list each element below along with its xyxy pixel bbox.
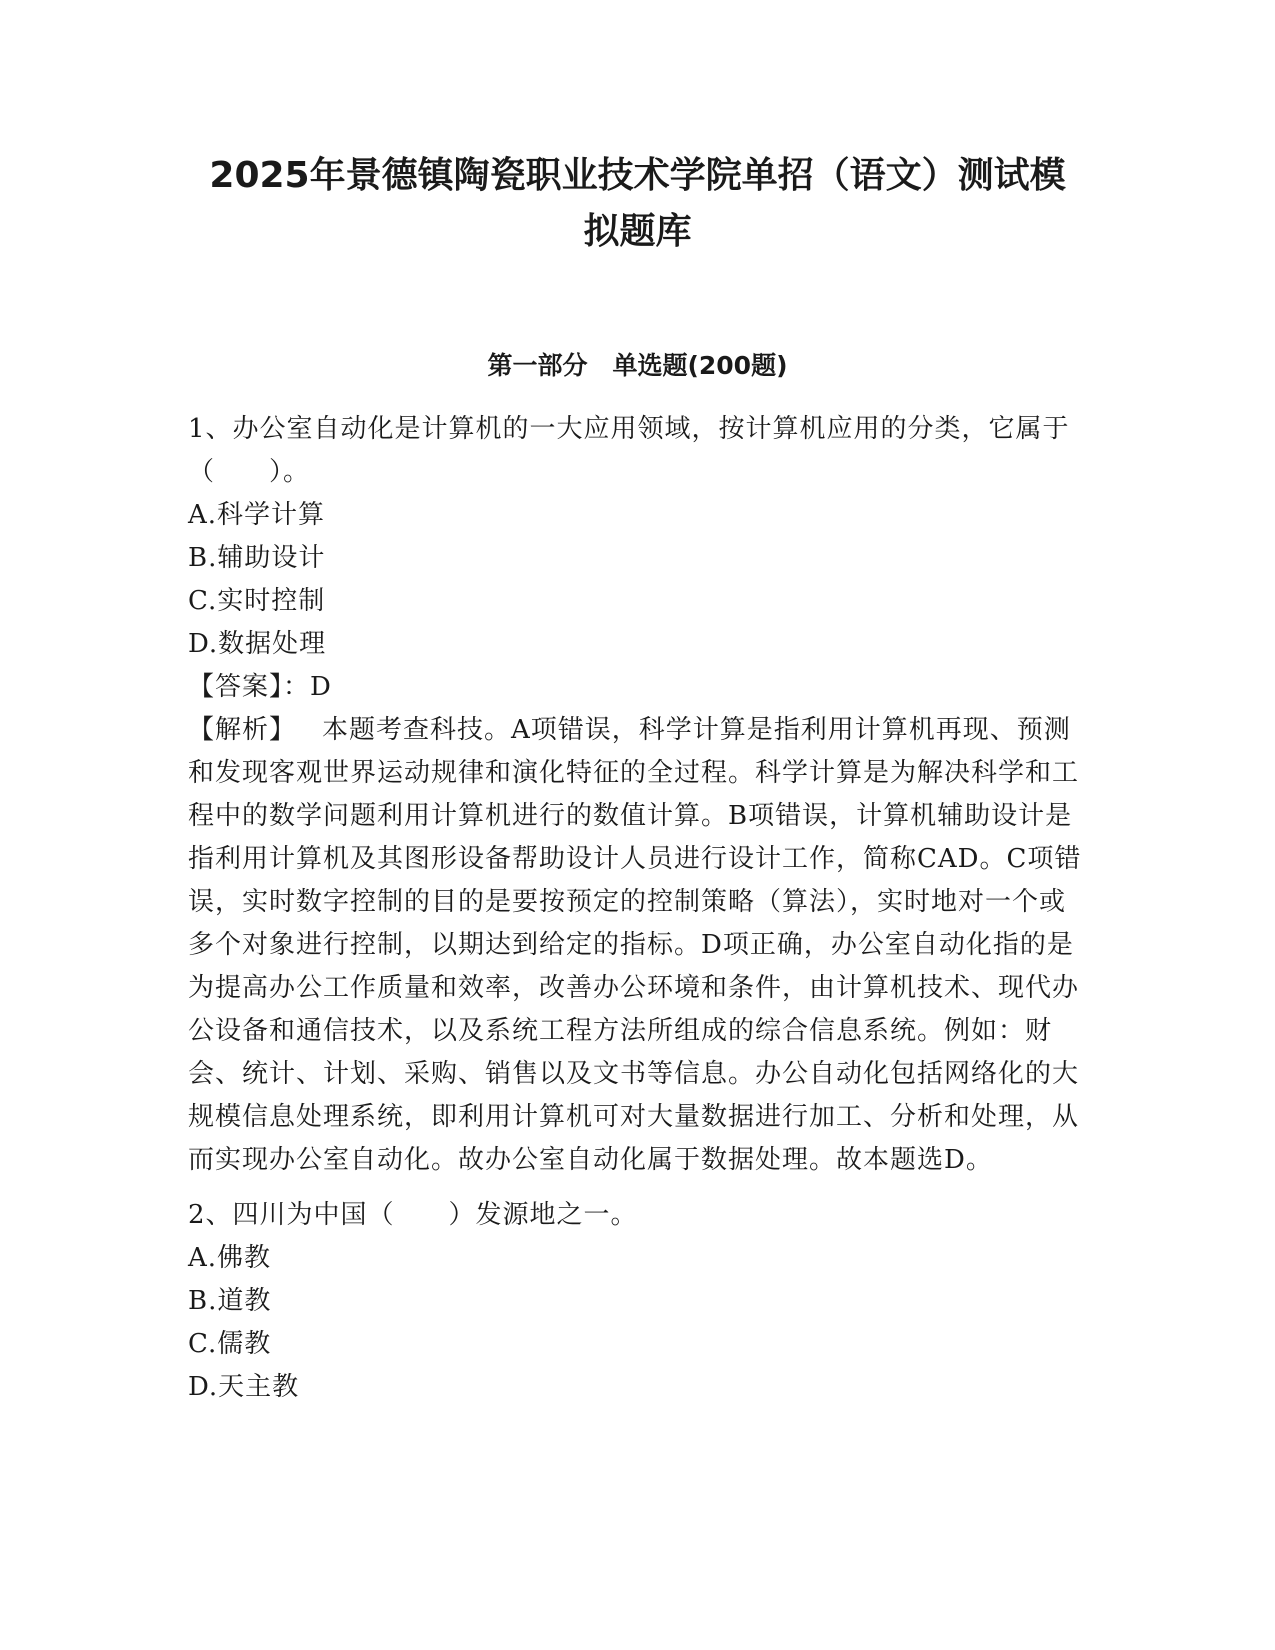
title-line-1: 2025年景德镇陶瓷职业技术学院单招（语文）测试模 xyxy=(209,155,1066,196)
analysis xyxy=(188,709,1088,1182)
option-a: A.科学计算 xyxy=(188,500,326,530)
analysis-text: 本题考查科技。A项错误，科学计算是指利用计算机再现、预测和发现客观世界运动规律和演化特征的全过程。科学计算是为解决科学和工程中的数学问题利用计算机进行的数值计算。B项错误，计算机辅助设计是指利用计算机及其图形设备帮助设计人员进行设计工作，简称CAD。C项错误，实时数字控制的目的是要按预定的控制策略（算法），实时地对一个或多个对象进行控制，以期达到给定的指标。D项正确，办公室自动化指的是为提高办公工作质量和效率，改善办公环境和条件，由计算机技术、现代办公设备和通信技术，以及系统工程方法所组成的综合信息系统。例如：财会、统计、计划、采购、销售以及文书等信息。办公自动化包括网络化的大规模信息处理系统，即利用计算机可对大量数据进行加工、分析和处理，从而实现办公室自动化。故办公室自动化属于数据处理。故本题选D。 xyxy=(188,715,1082,1175)
question-list xyxy=(188,408,1088,1421)
option-c: C.实时控制 xyxy=(188,586,326,616)
question-stem: 2、四川为中国（ ）发源地之一。 xyxy=(188,1200,638,1230)
option-d: D.数据处理 xyxy=(188,629,327,659)
analysis-label: 【解析】 xyxy=(188,715,297,745)
option-a: A.佛教 xyxy=(188,1243,272,1273)
document-title xyxy=(150,148,1125,260)
title-line-2: 拟题库 xyxy=(583,211,692,252)
answer: 【答案】：D xyxy=(188,672,332,702)
question-2 xyxy=(188,1194,1088,1409)
option-b: B.道教 xyxy=(188,1286,272,1316)
section-title: 第一部分 单选题(200题) xyxy=(487,351,788,380)
option-c: C.儒教 xyxy=(188,1329,272,1359)
option-d: D.天主教 xyxy=(188,1372,300,1402)
option-b: B.辅助设计 xyxy=(188,543,326,573)
question-stem: 1、办公室自动化是计算机的一大应用领域，按计算机应用的分类，它属于（ ）。 xyxy=(188,414,1070,487)
question-1 xyxy=(188,408,1088,1182)
